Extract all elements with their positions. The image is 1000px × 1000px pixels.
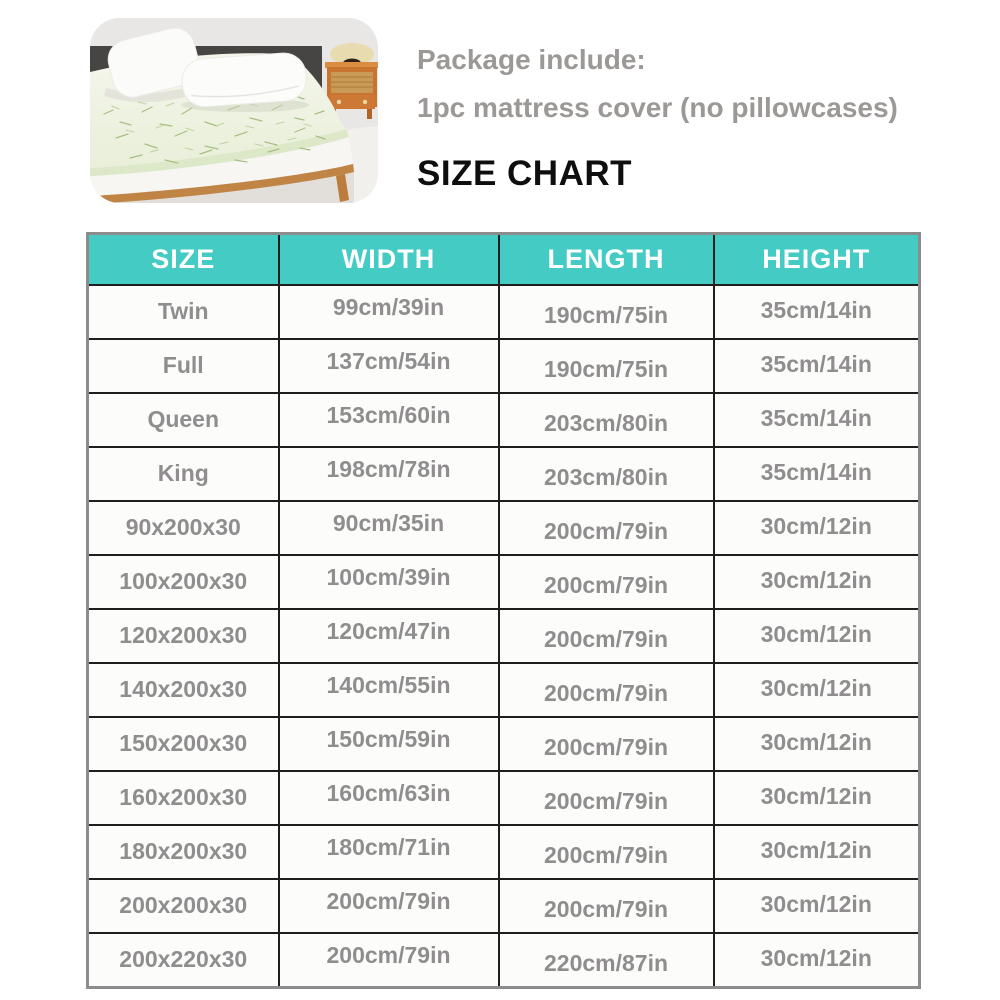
size-cell: 160x200x30 — [88, 771, 279, 825]
size-cell: Twin — [88, 285, 279, 339]
table-row — [88, 663, 920, 717]
size-cell: 120x200x30 — [88, 609, 279, 663]
measurement-cell: 35cm/14in — [714, 285, 920, 339]
measurement-cell: 35cm/14in — [714, 393, 920, 447]
size-cell: 200x200x30 — [88, 879, 279, 933]
measurement-cell: 30cm/12in — [714, 879, 920, 933]
size-cell: 140x200x30 — [88, 663, 279, 717]
measurement-cell: 220cm/87in — [499, 933, 714, 988]
measurement-cell: 200cm/79in — [499, 771, 714, 825]
table-header — [88, 234, 920, 286]
measurement-cell: 200cm/79in — [499, 825, 714, 879]
measurement-cell: 200cm/79in — [499, 663, 714, 717]
measurement-cell: 200cm/79in — [499, 501, 714, 555]
drawer — [329, 95, 375, 109]
measurement-cell: 99cm/39in — [279, 285, 499, 339]
size-cell: 200x220x30 — [88, 933, 279, 988]
column-header-length: LENGTH — [499, 234, 714, 286]
bed-photo-illustration — [90, 18, 378, 203]
measurement-cell: 203cm/80in — [499, 393, 714, 447]
measurement-cell: 200cm/79in — [279, 933, 499, 988]
measurement-cell: 35cm/14in — [714, 447, 920, 501]
measurement-cell: 35cm/14in — [714, 339, 920, 393]
table-row — [88, 555, 920, 609]
measurement-cell: 140cm/55in — [279, 663, 499, 717]
measurement-cell: 30cm/12in — [714, 825, 920, 879]
hero-text-block — [417, 46, 977, 191]
size-cell: Queen — [88, 393, 279, 447]
size-cell: 100x200x30 — [88, 555, 279, 609]
measurement-cell: 30cm/12in — [714, 555, 920, 609]
size-chart-table — [86, 232, 921, 989]
table-body — [88, 285, 920, 988]
size-cell: King — [88, 447, 279, 501]
size-chart-title: SIZE CHART — [417, 154, 632, 193]
size-cell: 150x200x30 — [88, 717, 279, 771]
measurement-cell: 200cm/79in — [499, 609, 714, 663]
measurement-cell: 30cm/12in — [714, 717, 920, 771]
table-row — [88, 285, 920, 339]
header-row — [88, 234, 920, 286]
table-row — [88, 717, 920, 771]
measurement-cell: 30cm/12in — [714, 501, 920, 555]
table-row — [88, 609, 920, 663]
table-row — [88, 825, 920, 879]
column-header-size: SIZE — [88, 234, 279, 286]
measurement-cell: 100cm/39in — [279, 555, 499, 609]
measurement-cell: 180cm/71in — [279, 825, 499, 879]
measurement-cell: 198cm/78in — [279, 447, 499, 501]
table-row — [88, 339, 920, 393]
product-photo — [90, 18, 378, 203]
column-header-width: WIDTH — [279, 234, 499, 286]
measurement-cell: 153cm/60in — [279, 393, 499, 447]
measurement-cell: 200cm/79in — [499, 879, 714, 933]
measurement-cell: 150cm/59in — [279, 717, 499, 771]
measurement-cell: 190cm/75in — [499, 339, 714, 393]
measurement-cell: 200cm/79in — [499, 555, 714, 609]
size-cell: 180x200x30 — [88, 825, 279, 879]
measurement-cell: 160cm/63in — [279, 771, 499, 825]
size-cell: 90x200x30 — [88, 501, 279, 555]
measurement-cell: 190cm/75in — [499, 285, 714, 339]
measurement-cell: 30cm/12in — [714, 663, 920, 717]
table-row — [88, 393, 920, 447]
measurement-cell: 30cm/12in — [714, 609, 920, 663]
table-row — [88, 447, 920, 501]
package-include-label: Package include: — [417, 44, 646, 75]
measurement-cell: 30cm/12in — [714, 933, 920, 988]
pillow-right — [181, 52, 308, 109]
package-contents-text: 1pc mattress cover (no pillowcases) — [417, 92, 898, 123]
size-cell: Full — [88, 339, 279, 393]
table-row — [88, 771, 920, 825]
table-row — [88, 933, 920, 988]
table-row — [88, 879, 920, 933]
measurement-cell: 90cm/35in — [279, 501, 499, 555]
measurement-cell: 203cm/80in — [499, 447, 714, 501]
measurement-cell: 200cm/79in — [499, 717, 714, 771]
measurement-cell: 120cm/47in — [279, 609, 499, 663]
measurement-cell: 30cm/12in — [714, 771, 920, 825]
table-row — [88, 501, 920, 555]
column-header-height: HEIGHT — [714, 234, 920, 286]
measurement-cell: 137cm/54in — [279, 339, 499, 393]
measurement-cell: 200cm/79in — [279, 879, 499, 933]
